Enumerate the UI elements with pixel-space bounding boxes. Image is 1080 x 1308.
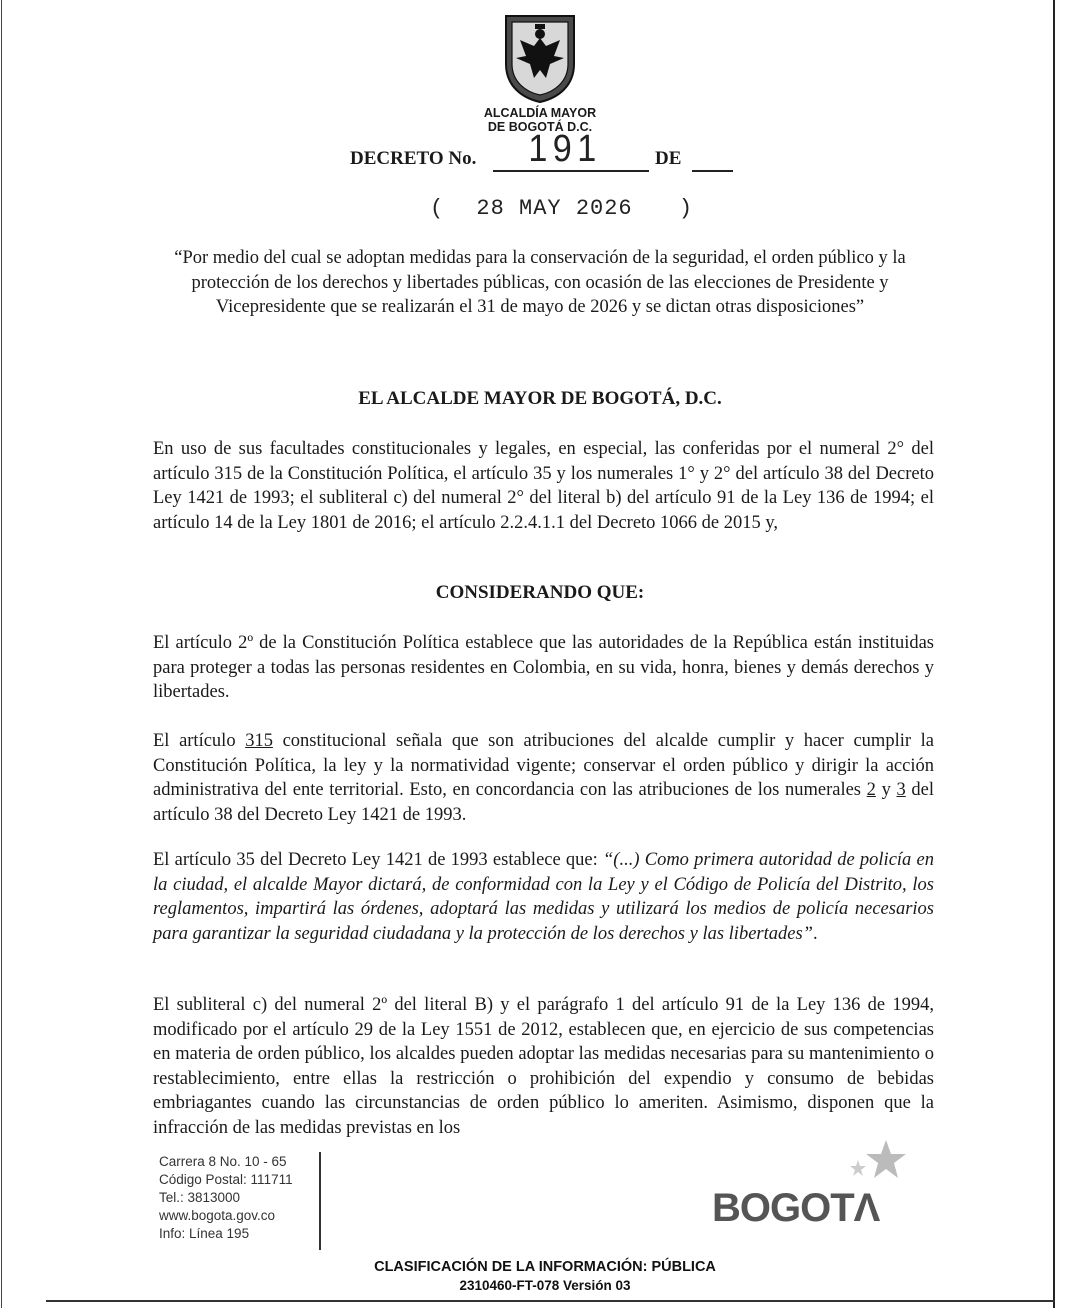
p2-underline-3: 3 bbox=[896, 780, 906, 800]
decreto-number: 191 bbox=[528, 128, 602, 170]
address-line: Carrera 8 No. 10 - 65 bbox=[159, 1154, 287, 1169]
intro-paragraph: En uso de sus facultades constitucionales y legales, en especial, las conferidas por el numeral 2° del artículo 315 de la Constitución Política, el artículo 35 y los numerales 1° y 2° del artículo 38 del Decreto Ley 1421 de 1993; el subliteral c) del numeral 2° del literal b) del artículo 91 de la Ley 136 de 1994; el artículo 14 de la Ley 1801 de 2016; el artículo 2.2.4.1.1 del Decreto 1066 de 2015 y, bbox=[153, 439, 934, 533]
date-open-paren: ( bbox=[430, 196, 445, 221]
classification-label: CLASIFICACIÓN DE LA INFORMACIÓN: PÚBLICA bbox=[374, 1259, 716, 1275]
stars-icon bbox=[842, 1138, 912, 1188]
paragraph-4: El subliteral c) del numeral 2º del literal B) y el parágrafo 1 del artículo 91 de la Ley 136 de 1994, modificado por el artículo 29 de la Ley 1551 de 2012, establecen que, en ejercicio de sus competencias en materia de orden público, los alcaldes pueden adoptar las medidas necesarias para su mantenimiento o restablecimiento, entre ellas la restricción o prohibición del expendio y consumo de bebidas embriagantes cuando las circunstancias de orden público lo ameriten. Asimismo, disponen que la infracción de las medidas previstas en los bbox=[153, 995, 934, 1138]
p3-text-a: El artículo 35 del Decreto Ley 1421 de 1993 establece que: bbox=[153, 850, 604, 870]
considerando-heading: CONSIDERANDO QUE: bbox=[435, 582, 645, 603]
p2-text-b: constitucional señala que son atribuciones del alcalde cumplir y hacer cumplir la Constitución Política, la ley y la normatividad vigente; conservar el orden público y dirigir la acción administrativa del ente territorial. Esto, en concordancia con las atribuciones de los numerales bbox=[153, 731, 934, 800]
authority-heading: EL ALCALDE MAYOR DE BOGOTÁ, D.C. bbox=[358, 388, 722, 409]
de-underline bbox=[692, 170, 733, 172]
decree-title: “Por medio del cual se adoptan medidas para la conservación de la seguridad, el orden público y la protección de los derechos y libertades públicas, con ocasión de las elecciones de Presidente y Vicepresidente que se realizarán el 31 de mayo de 2026 y se dictan otras disposiciones” bbox=[174, 248, 906, 317]
decreto-underline bbox=[493, 170, 649, 172]
p2-text-a: El artículo bbox=[153, 731, 246, 751]
de-label: DE bbox=[655, 148, 682, 169]
info-line: Info: Línea 195 bbox=[159, 1226, 250, 1241]
footer-divider bbox=[319, 1152, 321, 1250]
date-value: 28 MAY 2026 bbox=[476, 196, 633, 221]
paragraph-3 bbox=[153, 848, 934, 946]
date-close-paren: ) bbox=[678, 196, 694, 221]
seal-line-1: ALCALDÍA MAYOR bbox=[483, 106, 597, 120]
seal-line-2: DE BOGOTÁ D.C. bbox=[487, 120, 593, 134]
form-code: 2310460-FT-078 Versión 03 bbox=[459, 1278, 631, 1293]
page-border-left bbox=[1, 0, 2, 1308]
paragraph-2 bbox=[153, 729, 934, 827]
p2-underline-315: 315 bbox=[245, 731, 273, 751]
page-border-bottom bbox=[46, 1300, 1055, 1302]
p3-quote: “(...) Como primera autoridad de policía en la ciudad, el alcalde Mayor dictará, de conformidad con la Ley y el Código de Policía del Distrito, los reglamentos, impartirá las órdenes, adoptará las medidas y utilizará los medios de policía necesarios para garantizar la seguridad ciudadana y la protección de los derechos y las libertades” bbox=[153, 850, 934, 944]
page-border-right bbox=[1053, 0, 1055, 1308]
footer-address bbox=[159, 1153, 293, 1243]
p3-text-b: . bbox=[812, 923, 818, 944]
phone: Tel.: 3813000 bbox=[159, 1190, 241, 1205]
date-stamp bbox=[430, 196, 693, 221]
decreto-label: DECRETO No. bbox=[350, 148, 477, 169]
bogota-logo: BOGOTΛ bbox=[712, 1186, 880, 1230]
p2-text-d: del artículo 38 del Decreto Ley 1421 de 1993. bbox=[153, 780, 934, 825]
website: www.bogota.gov.co bbox=[159, 1208, 276, 1223]
coat-of-arms-icon bbox=[502, 12, 578, 104]
postal-code: Código Postal: 111711 bbox=[159, 1172, 293, 1187]
p2-text-c: y bbox=[875, 780, 897, 800]
paragraph-1: El artículo 2º de la Constitución Política establece que las autoridades de la República están instituidas para proteger a todas las personas residentes en Colombia, en su vida, honra, bienes y demás derechos y libertades. bbox=[153, 633, 934, 702]
p2-underline-2: 2 bbox=[866, 780, 876, 800]
